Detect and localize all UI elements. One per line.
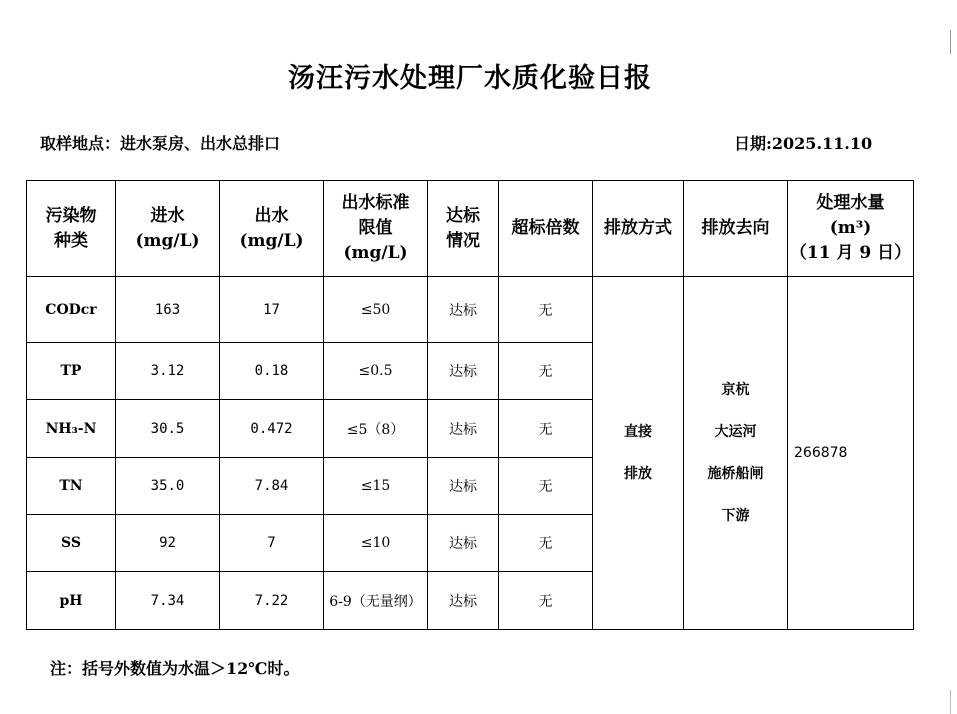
header-line: (mg/L) <box>343 243 408 263</box>
header-line: 进水 <box>150 205 185 226</box>
header-line: 种类 <box>54 230 88 251</box>
effluent-value: 7 <box>220 515 324 572</box>
header-line: 出水标准 <box>341 193 410 213</box>
header-compliance <box>428 181 499 277</box>
pollutant-name: pH <box>27 572 116 630</box>
exceed-value: 无 <box>499 400 593 458</box>
header-line: 出水 <box>254 205 289 226</box>
header-flow <box>788 181 914 277</box>
limit-value: ≤50 <box>324 277 428 343</box>
effluent-value: 7.22 <box>220 572 324 630</box>
header-line: 情况 <box>446 230 480 251</box>
discharge-direction-line: 施桥船闸 <box>707 466 764 482</box>
header-effluent <box>220 181 324 277</box>
influent-value: 3.12 <box>116 343 220 400</box>
exceed-value: 无 <box>499 277 593 343</box>
limit-value: ≤5（8） <box>324 400 428 458</box>
header-line: 限值 <box>358 218 393 238</box>
compliance-status: 达标 <box>428 515 499 572</box>
report-date: 日期:2025.11.10 <box>734 134 873 153</box>
page-edge-mark <box>950 30 951 54</box>
header-pollutant <box>27 181 116 277</box>
header-line: (mg/L) <box>239 230 304 251</box>
compliance-status: 达标 <box>428 277 499 343</box>
discharge-direction-line: 京杭 <box>721 382 750 398</box>
sampling-location: 取样地点：进水泵房、出水总排口 <box>40 134 281 153</box>
effluent-value: 7.84 <box>220 458 324 515</box>
header-influent <box>116 181 220 277</box>
header-discharge-method: 排放方式 <box>593 181 684 277</box>
pollutant-name: TP <box>27 343 116 400</box>
effluent-value: 17 <box>220 277 324 343</box>
header-line: (m³) <box>829 218 872 238</box>
header-line: （11 月 9 日） <box>789 243 912 263</box>
discharge-direction <box>684 277 788 630</box>
header-limit <box>324 181 428 277</box>
influent-value: 163 <box>116 277 220 343</box>
report-title: 汤汪污水处理厂水质化验日报 <box>288 63 652 94</box>
header-exceed: 超标倍数 <box>499 181 593 277</box>
exceed-value: 无 <box>499 343 593 400</box>
header-line: 污染物 <box>45 205 97 226</box>
effluent-value: 0.472 <box>220 400 324 458</box>
compliance-status: 达标 <box>428 343 499 400</box>
pollutant-name: TN <box>27 458 116 515</box>
influent-value: 7.34 <box>116 572 220 630</box>
pollutant-name: NH₃-N <box>27 400 116 458</box>
influent-value: 35.0 <box>116 458 220 515</box>
table-header-row <box>27 181 914 277</box>
discharge-direction-line: 下游 <box>721 508 750 524</box>
page-edge-mark <box>950 690 951 714</box>
discharge-method <box>593 277 684 630</box>
limit-value: ≤0.5 <box>324 343 428 400</box>
table-row <box>27 277 914 343</box>
header-line: 达标 <box>446 205 480 226</box>
footnote: 注：括号外数值为水温＞12℃时。 <box>50 659 300 678</box>
exceed-value: 无 <box>499 458 593 515</box>
discharge-direction-line: 大运河 <box>714 424 757 440</box>
compliance-status: 达标 <box>428 458 499 515</box>
influent-value: 30.5 <box>116 400 220 458</box>
water-quality-table <box>26 180 914 630</box>
influent-value: 92 <box>116 515 220 572</box>
discharge-method-line: 排放 <box>624 466 652 482</box>
header-discharge-direction: 排放去向 <box>684 181 788 277</box>
discharge-method-line: 直接 <box>624 424 652 440</box>
exceed-value: 无 <box>499 572 593 630</box>
limit-value: ≤15 <box>324 458 428 515</box>
limit-value: ≤10 <box>324 515 428 572</box>
compliance-status: 达标 <box>428 572 499 630</box>
limit-value: 6-9（无量纲） <box>324 572 428 630</box>
flow-value: 266878 <box>788 277 914 630</box>
effluent-value: 0.18 <box>220 343 324 400</box>
header-line: 处理水量 <box>816 193 885 213</box>
exceed-value: 无 <box>499 515 593 572</box>
pollutant-name: CODcr <box>27 277 116 343</box>
header-line: (mg/L) <box>135 230 200 251</box>
pollutant-name: SS <box>27 515 116 572</box>
compliance-status: 达标 <box>428 400 499 458</box>
